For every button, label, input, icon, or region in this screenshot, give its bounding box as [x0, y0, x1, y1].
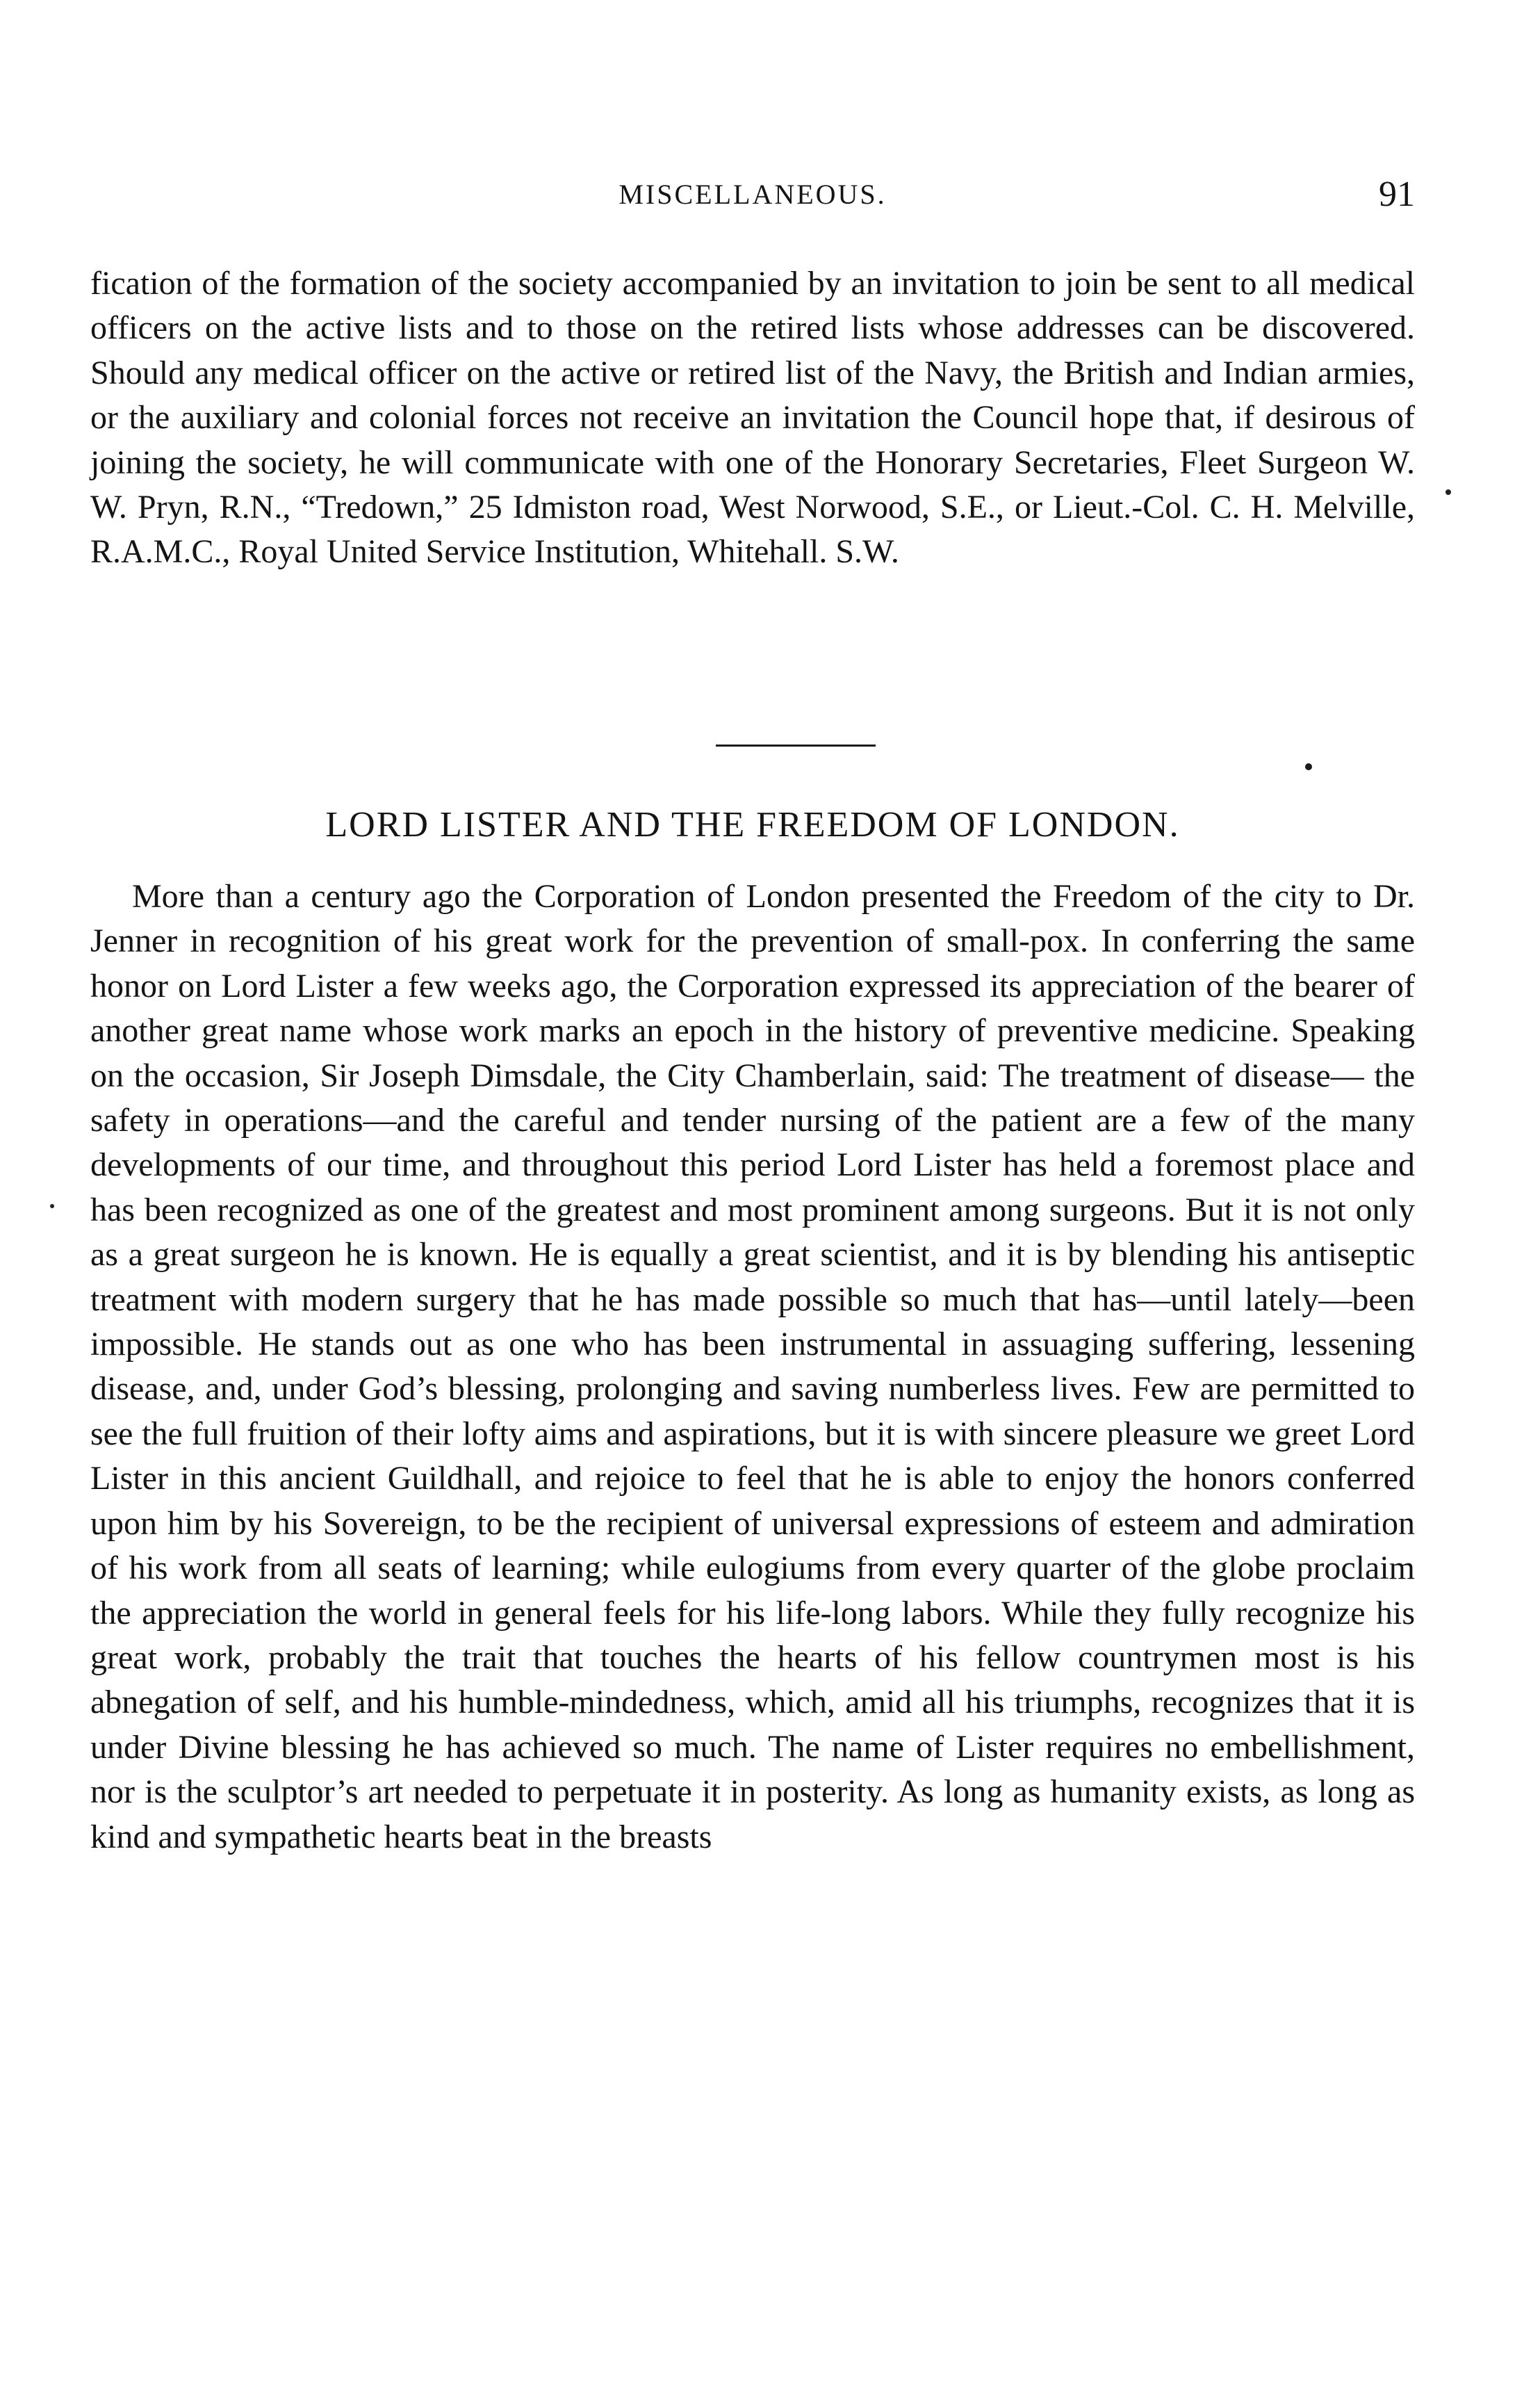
page-number: 91 [1379, 174, 1415, 214]
continued-paragraph: fication of the formation of the society accompanied by an invitation to join be sent to all medical officers on the active lists and to those on the retired lists whose addresses can be discovered. Should any medical officer on the active or retired list of the Navy, the British and Indian armies, or the auxiliary and colonial forces not receive an invitation the Council hope that, if desirous of joining the society, he will communicate with one of the Honorary Secretaries, Fleet Surgeon W. W. Pryn, R.N., “Tredown,” 25 Idmiston road, West Norwood, S.E., or Lieut.-Col. C. H. Melville, R.A.M.C., Royal United Service Institution, Whitehall. S.W. [90, 265, 1415, 571]
running-title: MISCELLANEOUS. [619, 179, 887, 210]
running-head [90, 167, 1415, 222]
article-body: More than a century ago the Corporation of London presented the Freedom of the city to Dr. Jenner in recognition of his great work for the prevention of small-pox. In conferring the same honor on Lord Lister a few weeks ago, the Corporation expressed its appreciation of the bearer of another great name whose work marks an epoch in the history of preventive medicine. Speaking on the occasion, Sir Joseph Dimsdale, the City Chamberlain, said: The treatment of disease— the safety in operations—and the careful and tender nursing of the patient are a few of the many developments of our time, and throughout this period Lord Lister has held a foremost place and has been recognized as one of the greatest and most prominent among surgeons. But it is not only as a great surgeon he is known. He is equally a great scientist, and it is by blending his antiseptic treatment with modern surgery that he has made possible so much that has—until lately—been impossible. He stands out as one who has been instrumental in assuaging suffering, lessening disease, and, under God’s blessing, prolonging and saving numberless lives. Few are permitted to see the full fruition of their lofty aims and aspirations, but it is with sincere pleasure we greet Lord Lister in this ancient Guildhall, and rejoice to feel that he is able to enjoy the honors conferred upon him by his Sovereign, to be the recipient of universal expressions of esteem and admiration of his work from all seats of learning; while eulogiums from every quarter of the globe proclaim the appreciation the world in general feels for his life-long labors. While they fully recognize his great work, probably the trait that touches the hearts of his fellow countrymen most is his abnegation of self, and his humble-mindedness, which, amid all his triumphs, recognizes that it is under Divine blessing he has achieved so much. The name of Lister requires no embellishment, nor is the sculptor’s art needed to perpetuate it in posterity. As long as humanity exists, as long as kind and sympathetic hearts beat in the breasts [90, 878, 1415, 1855]
margin-speck [1445, 489, 1451, 495]
margin-speck [50, 1204, 54, 1208]
article-heading: LORD LISTER AND THE FREEDOM OF LONDON. [325, 805, 1180, 845]
divider-dot [1305, 763, 1312, 770]
section-divider [716, 745, 876, 747]
